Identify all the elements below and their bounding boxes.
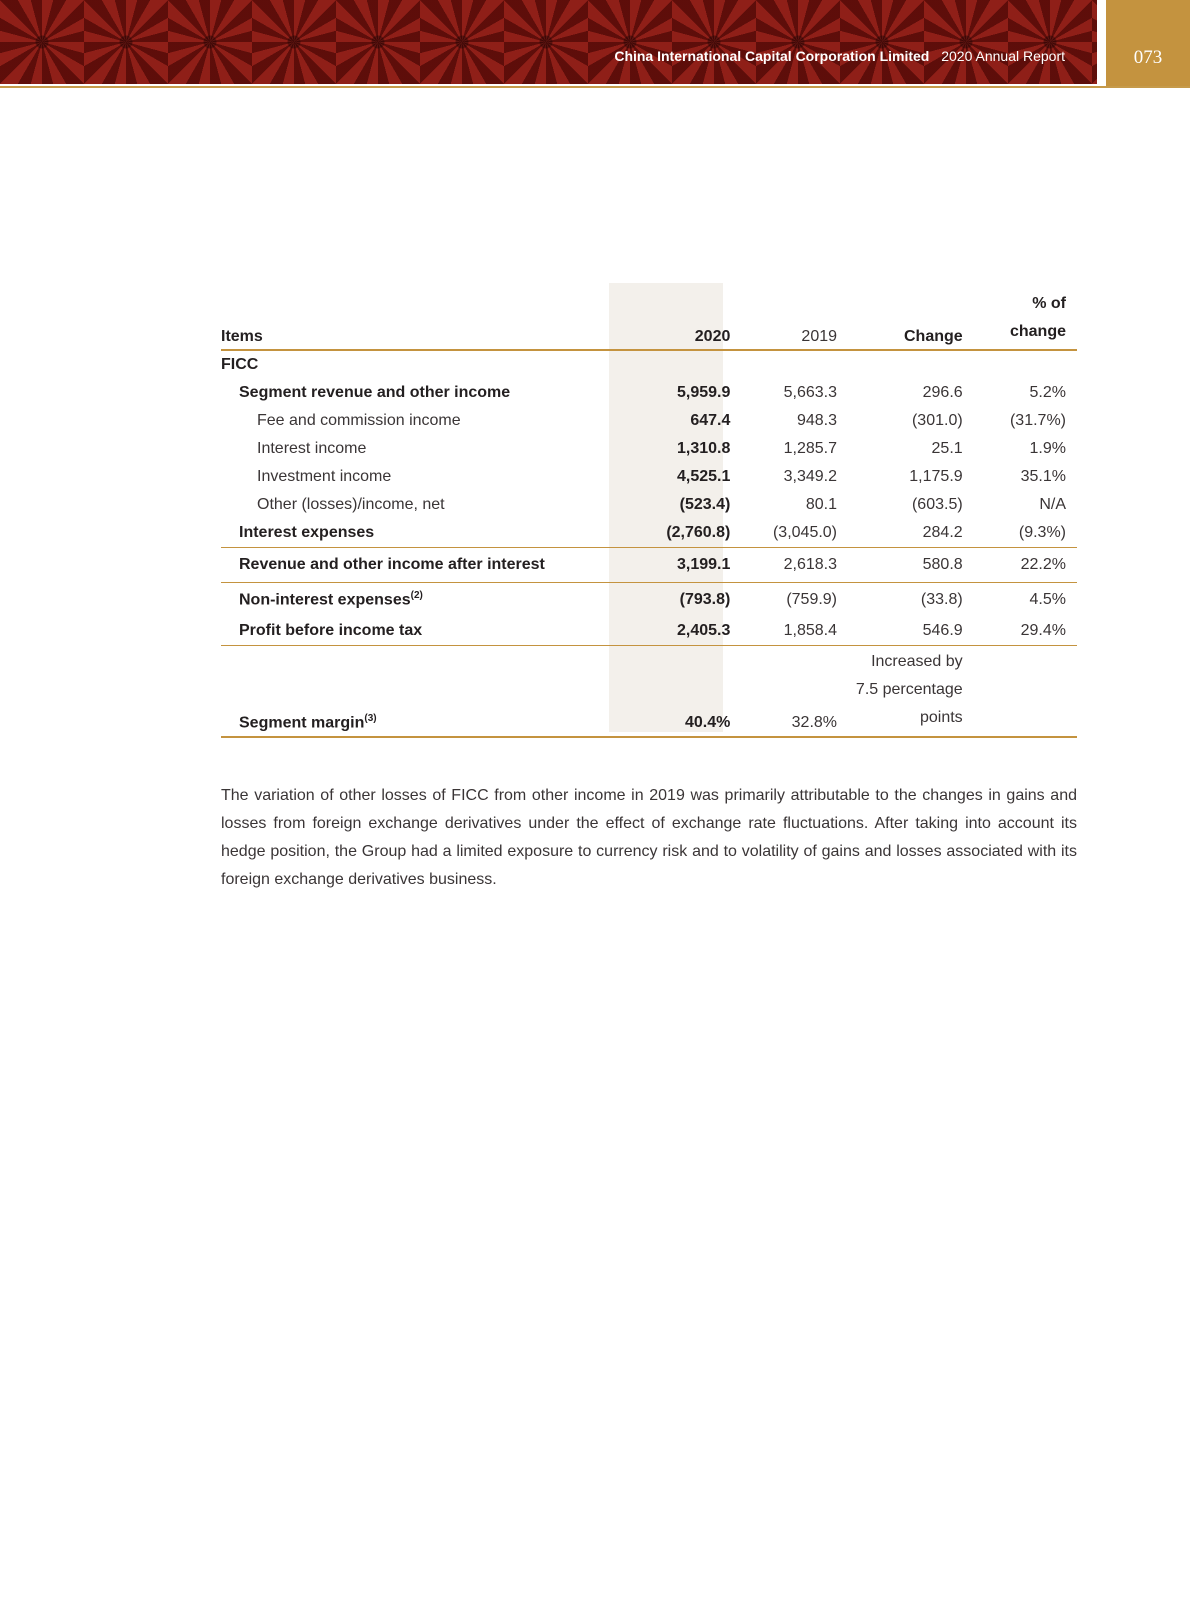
page-number: 073 [1106, 0, 1190, 86]
running-header [614, 48, 1065, 64]
cell-2020: 40.4% [635, 646, 742, 738]
cell-2019: 948.3 [796, 412, 838, 429]
header-banner [0, 0, 1097, 84]
cell-2019: 2,618.3 [741, 548, 848, 583]
explanatory-paragraph: The variation of other losses of FICC from other income in 2019 was primarily attributable to the changes in gains and losses from foreign exchange derivatives under the effect of exchange rate fluctuations. After taking into account its hedge position, the Group had a limited exposure to currency risk and to volatility of gains and losses associated with its foreign exchange derivatives business. [221, 787, 1077, 888]
row-label: Interest income [257, 440, 367, 457]
table-row [221, 463, 1077, 491]
cell-change: 1,175.9 [909, 468, 963, 485]
cell-2019: (3,045.0) [741, 519, 848, 548]
cell-pct: (9.3%) [974, 519, 1077, 548]
section-label: FICC [221, 356, 259, 373]
cell-change: 296.6 [922, 384, 963, 401]
cell-2019: (759.9) [786, 591, 838, 608]
table-row [221, 617, 1077, 646]
cell-change [848, 646, 974, 738]
cell-2020: 647.4 [690, 412, 731, 429]
cell-2019: 3,349.2 [783, 468, 838, 485]
table-row [221, 435, 1077, 463]
header-pct-line1: % of [1032, 295, 1066, 312]
row-label: Segment revenue and other income [239, 384, 511, 401]
row-label: Other (losses)/income, net [257, 496, 445, 513]
cell-2020: (793.8) [679, 591, 731, 608]
cell-2019: 1,285.7 [783, 440, 838, 457]
table-row [221, 519, 1077, 548]
table-row [221, 583, 1077, 618]
header-pct-line2: change [1009, 323, 1066, 340]
report-title: 2020 Annual Report [941, 48, 1065, 64]
row-label-text: Non-interest expenses [239, 591, 411, 609]
header-change: Change [848, 290, 974, 350]
cell-pct: N/A [1039, 496, 1066, 513]
cell-pct: 4.5% [1029, 591, 1066, 608]
cell-change: 580.8 [848, 548, 974, 583]
cell-change: (301.0) [911, 412, 963, 429]
cell-2019: 32.8% [741, 646, 848, 738]
cell-pct: 5.2% [1029, 384, 1066, 401]
row-label: Investment income [257, 468, 392, 485]
header-gold-rule [0, 86, 1190, 88]
cell-pct: 35.1% [1020, 468, 1066, 485]
cell-2020: 5,959.9 [676, 384, 731, 401]
cell-2019: 80.1 [805, 496, 838, 513]
table-row [221, 491, 1077, 519]
cell-pct: 1.9% [1029, 440, 1066, 457]
row-label: Fee and commission income [257, 412, 461, 429]
cell-change: 546.9 [848, 617, 974, 646]
row-label: Profit before income tax [221, 617, 635, 646]
cell-2019: 5,663.3 [783, 384, 838, 401]
cell-2020: 1,310.8 [676, 440, 731, 457]
table-row [221, 407, 1077, 435]
cell-pct: 29.4% [974, 617, 1077, 646]
cell-pct: (31.7%) [1009, 412, 1066, 429]
footnote-ref: (3) [364, 712, 377, 724]
cell-2020: (523.4) [679, 496, 731, 513]
header-2020: 2020 [635, 290, 742, 350]
cell-2020: 3,199.1 [635, 548, 742, 583]
cell-change: (33.8) [920, 591, 963, 608]
cell-2019: 1,858.4 [741, 617, 848, 646]
header-pct-change [974, 290, 1077, 350]
margin-change-line2: 7.5 percentage [855, 681, 963, 698]
cell-change: 284.2 [848, 519, 974, 548]
footnote-ref: (2) [410, 590, 423, 602]
header-items: Items [221, 290, 635, 350]
cell-change: 25.1 [931, 440, 963, 457]
row-label [221, 583, 635, 618]
cell-2020: 2,405.3 [635, 617, 742, 646]
row-label: Interest expenses [221, 519, 635, 548]
cell-2020: 4,525.1 [676, 468, 731, 485]
table-header-row [221, 290, 1077, 350]
row-label: Revenue and other income after interest [221, 548, 635, 583]
company-name: China International Capital Corporation Limited [614, 48, 930, 64]
table-row [221, 379, 1077, 407]
table-row [221, 548, 1077, 583]
cell-pct: 22.2% [974, 548, 1077, 583]
row-label-text: Segment margin [239, 714, 365, 731]
cell-change: (603.5) [911, 496, 963, 513]
margin-change-line1: Increased by [871, 653, 963, 670]
section-row [221, 350, 1077, 379]
row-label [221, 646, 635, 738]
margin-change-line3: points [919, 709, 963, 726]
header-separator [1097, 0, 1106, 86]
header-2019: 2019 [741, 290, 848, 350]
cell-2020: (2,760.8) [635, 519, 742, 548]
segment-margin-row [221, 646, 1077, 738]
ficc-results-table [221, 290, 1077, 738]
